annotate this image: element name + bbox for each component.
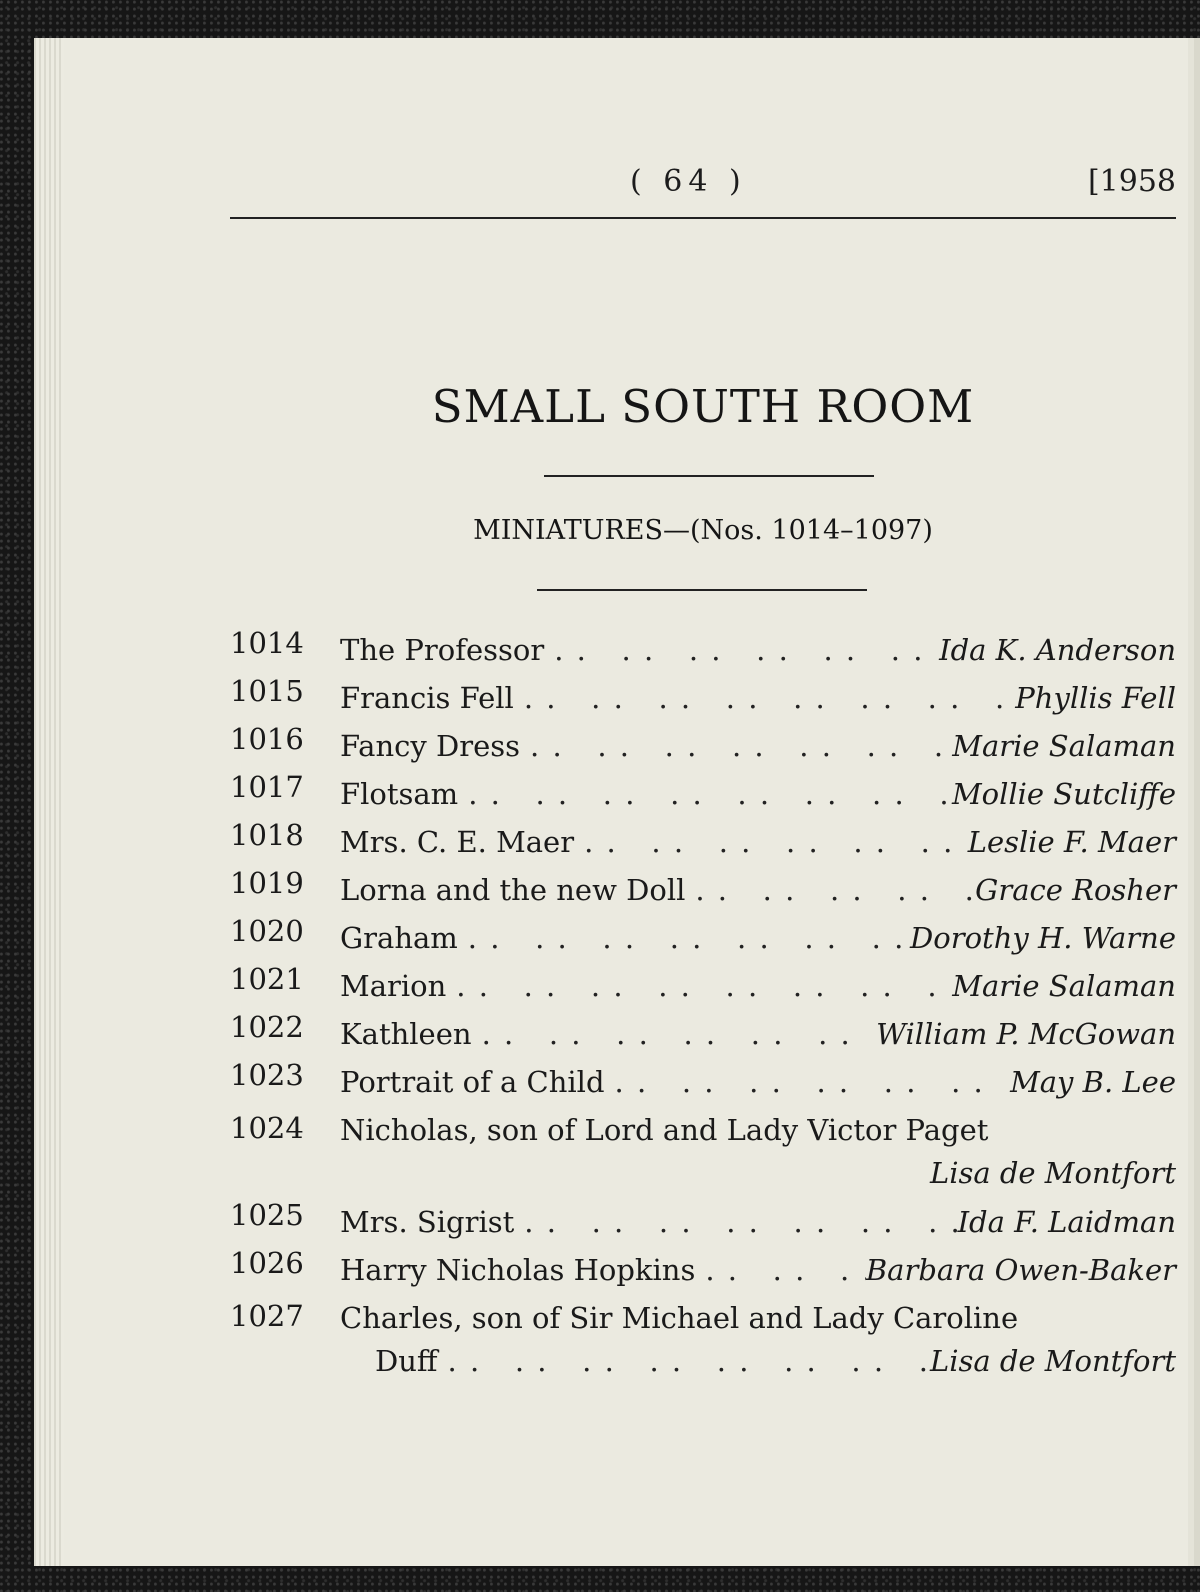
entry-number: 1016 <box>230 722 304 756</box>
entry-title: Mrs. C. E. Maer <box>340 825 575 859</box>
entry-title: Flotsam <box>340 777 459 811</box>
leader-dots <box>458 770 952 818</box>
catalogue-entry <box>230 626 1176 674</box>
entry-artist: Ida F. Laidman <box>957 1205 1176 1239</box>
running-header <box>230 160 1176 200</box>
entry-artist: Barbara Owen-Baker <box>865 1253 1176 1287</box>
leader-dots <box>695 1246 866 1294</box>
section-subtitle: MINIATURES—(Nos. 1014–1097) <box>473 515 933 546</box>
entry-number: 1021 <box>230 962 304 996</box>
entry-number: 1025 <box>230 1198 304 1232</box>
catalogue-entry <box>230 1198 1176 1246</box>
entry-artist: Dorothy H. Warne <box>910 921 1176 955</box>
header-year: [1958 <box>1087 164 1176 199</box>
title-rule <box>544 475 874 477</box>
catalogue-entry <box>230 1106 1176 1192</box>
entry-title: Marion <box>340 969 447 1003</box>
entry-number: 1027 <box>230 1299 304 1333</box>
page-edges <box>34 38 64 1566</box>
entry-number: 1022 <box>230 1010 304 1044</box>
subtitle-rule <box>537 589 867 591</box>
entry-title: Nicholas, son of Lord and Lady Victor Paget <box>340 1113 989 1147</box>
entry-number: 1017 <box>230 770 304 804</box>
entry-number: 1023 <box>230 1058 304 1092</box>
entry-title: Fancy Dress <box>340 729 521 763</box>
entry-title: The Professor <box>340 633 545 667</box>
catalogue-list <box>230 626 1176 1386</box>
entry-number: 1020 <box>230 914 304 948</box>
entry-artist: Leslie F. Maer <box>967 825 1176 859</box>
entry-artist: Grace Rosher <box>975 873 1176 907</box>
entry-artist: Lisa de Montfort <box>929 1156 1176 1190</box>
leader-dots <box>438 1342 930 1380</box>
catalogue-entry <box>230 1246 1176 1294</box>
entry-artist: Marie Salaman <box>952 969 1176 1003</box>
leader-dots <box>446 962 952 1010</box>
catalogue-entry <box>230 818 1176 866</box>
entry-number: 1024 <box>230 1111 304 1145</box>
entry-artist: Phyllis Fell <box>1015 681 1176 715</box>
entry-title: Graham <box>340 921 458 955</box>
leader-dots <box>520 722 952 770</box>
catalogue-entry <box>230 1058 1176 1106</box>
header-rule <box>230 217 1176 219</box>
catalogue-entry <box>230 674 1176 722</box>
entry-artist: Marie Salaman <box>952 729 1176 763</box>
leader-dots <box>472 1010 877 1058</box>
leader-dots <box>685 866 975 914</box>
entry-artist: Ida K. Anderson <box>939 633 1176 667</box>
entry-title: Kathleen <box>340 1017 472 1051</box>
catalogue-entry <box>230 866 1176 914</box>
catalogue-entry <box>230 722 1176 770</box>
leader-dots <box>574 818 968 866</box>
catalogue-entry <box>230 770 1176 818</box>
entry-title: Mrs. Sigrist <box>340 1205 515 1239</box>
entry-number: 1026 <box>230 1246 304 1280</box>
entry-title: Lorna and the new Doll <box>340 873 686 907</box>
entry-title-continued: Duff <box>375 1344 438 1378</box>
entry-artist: Lisa de Montfort <box>929 1344 1176 1378</box>
section-title: SMALL SOUTH ROOM <box>431 380 975 433</box>
entry-title: Portrait of a Child <box>340 1065 605 1099</box>
catalogue-entry <box>230 962 1176 1010</box>
entry-artist: May B. Lee <box>1010 1065 1176 1099</box>
leader-dots <box>458 914 910 962</box>
leader-dots <box>514 674 1015 722</box>
entry-artist: Mollie Sutcliffe <box>951 777 1176 811</box>
leader-dots <box>514 1198 957 1246</box>
entry-number: 1019 <box>230 866 304 900</box>
entry-number: 1018 <box>230 818 304 852</box>
catalogue-entry <box>230 914 1176 962</box>
catalogue-entry <box>230 1294 1176 1380</box>
entry-number: 1014 <box>230 626 304 660</box>
leader-dots <box>605 1058 1011 1106</box>
entry-title: Charles, son of Sir Michael and Lady Caroline <box>340 1301 1019 1335</box>
entry-number: 1015 <box>230 674 304 708</box>
leader-dots <box>544 626 939 674</box>
catalogue-entry <box>230 1010 1176 1058</box>
entry-artist: William P. McGowan <box>876 1017 1176 1051</box>
entry-title: Harry Nicholas Hopkins <box>340 1253 696 1287</box>
page-number: ( 64 ) <box>630 164 747 199</box>
entry-title: Francis Fell <box>340 681 514 715</box>
